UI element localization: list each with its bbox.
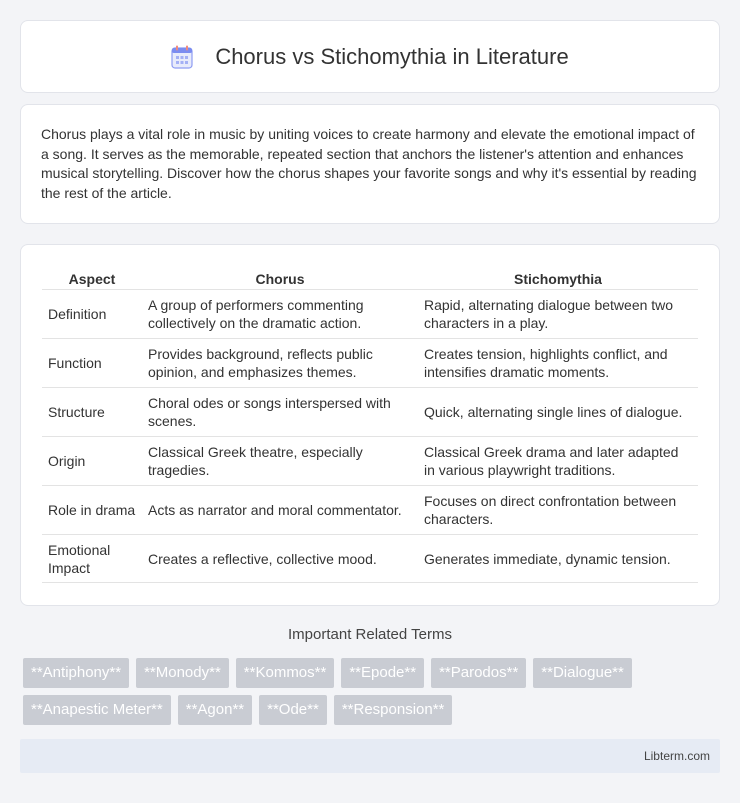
row-aspect: Role in drama (42, 485, 142, 534)
tag-dialogue[interactable]: **Dialogue** (533, 658, 632, 688)
page-title: Chorus vs Stichomythia in Literature (215, 43, 569, 69)
tag-antiphony[interactable]: **Antiphony** (23, 658, 129, 688)
footer (20, 739, 720, 773)
tag-responsion[interactable]: **Responsion** (334, 695, 453, 725)
tag-epode[interactable]: **Epode** (341, 658, 424, 688)
calendar-icon (171, 45, 193, 69)
row-stichomythia: Rapid, alternating dialogue between two characters in a play. (418, 289, 698, 338)
comparison-table (42, 265, 698, 583)
tag-ode[interactable]: **Ode** (259, 695, 327, 725)
row-aspect: Origin (42, 436, 142, 485)
table-row (42, 289, 698, 338)
row-chorus: Acts as narrator and moral commentator. (142, 485, 418, 534)
related-terms-list (23, 658, 703, 725)
header-chorus: Chorus (255, 271, 305, 287)
tag-agon[interactable]: **Agon** (178, 695, 252, 725)
table-row (42, 338, 698, 387)
title-card (20, 20, 720, 93)
table-row (42, 485, 698, 534)
row-aspect: Structure (42, 387, 142, 436)
header-stichomythia: Stichomythia (514, 271, 602, 287)
tag-parodos[interactable]: **Parodos** (431, 658, 526, 688)
row-chorus: Classical Greek theatre, especially tragedies. (142, 436, 418, 485)
row-stichomythia: Creates tension, highlights conflict, and intensifies dramatic moments. (418, 338, 698, 387)
row-chorus: Choral odes or songs interspersed with scenes. (142, 387, 418, 436)
row-aspect: Definition (42, 289, 142, 338)
table-row (42, 387, 698, 436)
header-aspect: Aspect (68, 271, 116, 287)
row-aspect: Function (42, 338, 142, 387)
row-aspect: Emotional Impact (42, 534, 142, 583)
comparison-card (20, 244, 720, 606)
intro-text: Chorus plays a vital role in music by uniting voices to create harmony and elevate the emotional impact of a song. It serves as the memorable, repeated section that anchors the listener's attention and enhances musical storytelling. Discover how the chorus shapes your favorite songs and why it's essential by reading the rest of the article. (41, 126, 697, 201)
row-chorus: Creates a reflective, collective mood. (142, 534, 418, 583)
row-stichomythia: Generates immediate, dynamic tension. (418, 534, 698, 583)
tag-anapestic-meter[interactable]: **Anapestic Meter** (23, 695, 171, 725)
row-stichomythia: Quick, alternating single lines of dialogue. (418, 387, 698, 436)
related-terms-title: Important Related Terms (288, 626, 452, 643)
row-stichomythia: Classical Greek drama and later adapted in various playwright traditions. (418, 436, 698, 485)
tag-kommos[interactable]: **Kommos** (236, 658, 335, 688)
table-row (42, 534, 698, 583)
intro-card (20, 104, 720, 224)
row-stichomythia: Focuses on direct confrontation between characters. (418, 485, 698, 534)
row-chorus: A group of performers commenting collectively on the dramatic action. (142, 289, 418, 338)
tag-monody[interactable]: **Monody** (136, 658, 229, 688)
table-row (42, 436, 698, 485)
row-chorus: Provides background, reflects public opinion, and emphasizes themes. (142, 338, 418, 387)
footer-brand-link[interactable]: Libterm.com (643, 749, 710, 763)
table-header-row (42, 265, 698, 289)
